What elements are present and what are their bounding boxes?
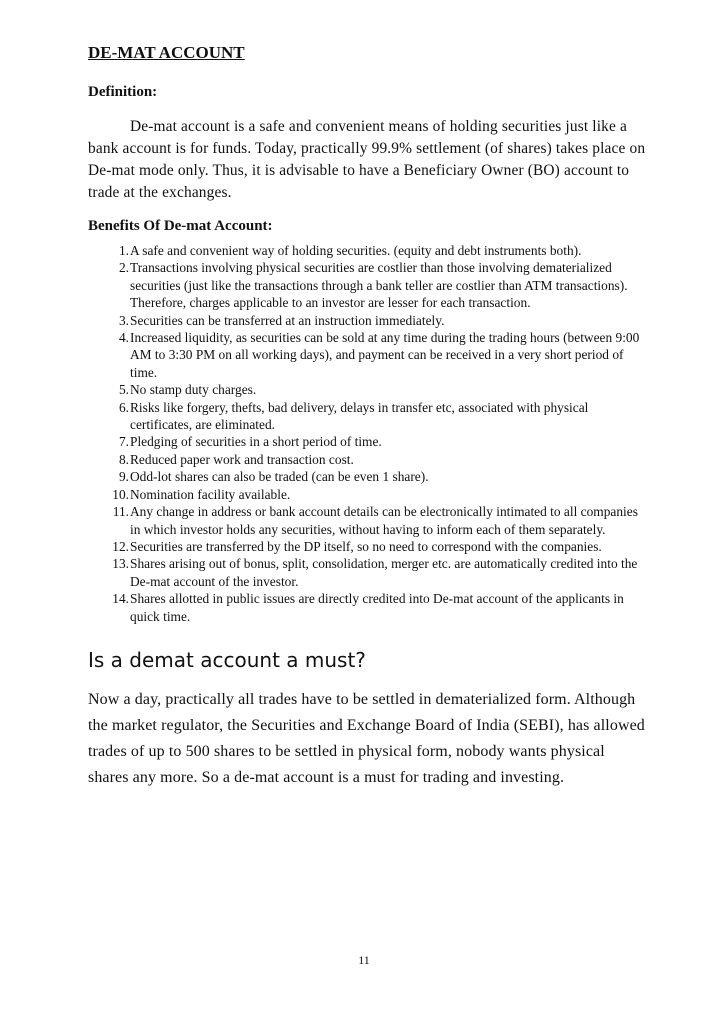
list-item-text: Any change in address or bank account details can be electronically intimated to all companies in which investor holds any securities, without having to inform each of them separately.: [130, 504, 638, 537]
list-item-text: Nomination facility available.: [130, 486, 291, 502]
list-item-number: 8.: [118, 451, 129, 467]
list-item: [88, 329, 648, 381]
list-item-number: 2.: [118, 260, 129, 276]
list-item: [88, 433, 648, 450]
list-item-text: Securities are transferred by the DP itself, so no need to correspond with the companies.: [130, 538, 602, 554]
list-item-text: No stamp duty charges.: [130, 382, 257, 398]
list-item-number: 11.: [112, 504, 129, 520]
list-item: [88, 451, 648, 468]
list-item-number: 1.: [118, 243, 129, 258]
list-item: [88, 381, 648, 398]
list-item-text: Securities can be transferred at an instruction immediately.: [130, 312, 445, 328]
list-item-text: Risks like forgery, thefts, bad delivery, delays in transfer etc, associated with physical certificates, are eliminated.: [130, 399, 589, 433]
list-item: [88, 242, 648, 259]
list-item-number: 4.: [118, 330, 129, 346]
document-page: [88, 42, 648, 791]
definition-paragraph: De-mat account is a safe and convenient means of holding securities just like a bank account is for funds. Today, practically 99.9% settlement (of shares) takes place on De-mat mode only. Thus, it is advisable to have a Beneficiary Owner (BO) account to trade at the exchanges.: [88, 118, 646, 201]
list-item: [88, 538, 648, 555]
list-item-text: Shares allotted in public issues are directly credited into De-mat account of the applicants in quick time.: [130, 591, 624, 624]
list-item-text: Shares arising out of bonus, split, consolidation, merger etc. are automatically credited into the De-mat account of the investor.: [130, 556, 638, 589]
list-item: [88, 503, 648, 538]
definition-label: Definition:: [88, 84, 158, 100]
list-item-number: 5.: [118, 382, 129, 398]
section-heading-must: Is a demat account a must?: [88, 647, 366, 672]
list-item-number: 13.: [112, 556, 129, 572]
list-item-number: 7.: [118, 434, 129, 450]
page-title: DE-MAT ACCOUNT: [88, 43, 245, 62]
list-item-text: A safe and convenient way of holding securities. (equity and debt instruments both).: [130, 243, 582, 258]
list-item-number: 14.: [112, 591, 129, 607]
page-number: 11: [358, 953, 370, 967]
list-item-number: 12.: [112, 538, 129, 554]
list-item: [88, 399, 648, 434]
must-paragraph: Now a day, practically all trades have to be settled in dematerialized form. Although the market regulator, the Securities and Exchange Board of India (SEBI), has allowed trades of up to 500 shares to be settled in physical form, nobody wants physical shares any more. So a de-mat account is a must for trading and investing.: [88, 690, 645, 786]
list-item-number: 3.: [118, 312, 129, 328]
list-item-text: Odd-lot shares can also be traded (can be even 1 share).: [130, 469, 429, 485]
benefits-label: Benefits Of De-mat Account:: [88, 218, 273, 234]
benefits-list: [88, 242, 648, 625]
list-item: [88, 486, 648, 503]
list-item-text: Pledging of securities in a short period of time.: [130, 434, 382, 450]
list-item: [88, 468, 648, 485]
list-item-text: Increased liquidity, as securities can be sold at any time during the trading hours (between 9:00 AM to 3:30 PM on all working days), and payment can be received in a very short period of time.: [130, 330, 640, 380]
list-item-number: 10.: [112, 486, 129, 502]
list-item: [88, 555, 648, 590]
list-item-number: 9.: [118, 469, 129, 485]
list-item: [88, 312, 648, 329]
list-item-number: 6.: [118, 399, 129, 415]
list-item-text: Transactions involving physical securities are costlier than those involving dematerialized securities (just like the transactions through a bank teller are costlier than ATM transactions). Therefore, charges applicable to an investor are lesser for each transaction.: [130, 260, 628, 311]
list-item: [88, 259, 648, 311]
list-item-text: Reduced paper work and transaction cost.: [130, 451, 354, 467]
list-item: [88, 590, 648, 625]
